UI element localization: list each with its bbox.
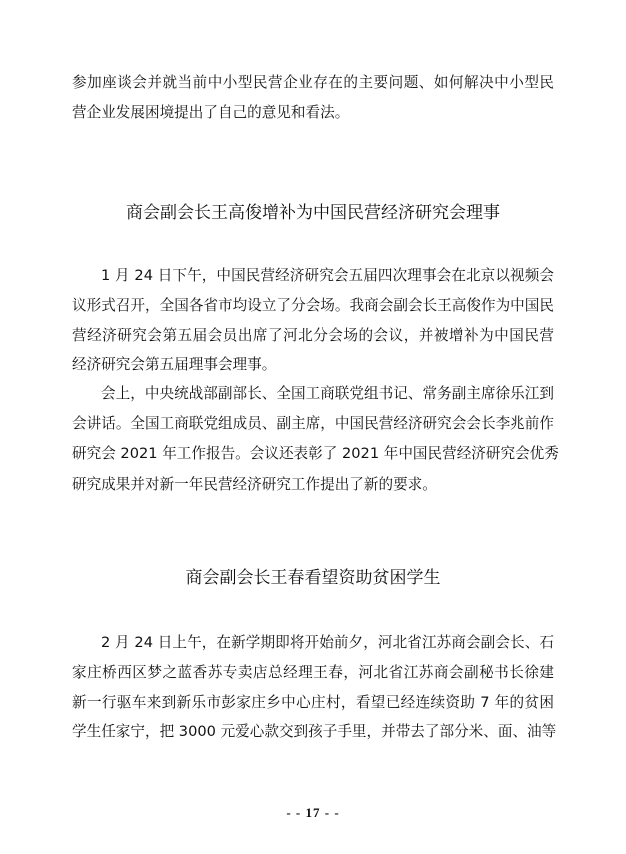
section1-line-4: 经济研究会第五届理事会理事。	[72, 356, 277, 373]
section1-line-7: 研究会 2021 年工作报告。会议还表彰了 2021 年中国民营经济研究会优秀	[72, 445, 559, 462]
section1-line-1: 1 月 24 日下午，中国民营经济研究会五届四次理事会在北京以视频会	[101, 267, 554, 284]
section1-line-2: 议形式召开，全国各省市均设立了分会场。我商会副会长王高俊作为中国民	[72, 297, 554, 314]
section1-line-8: 研究成果并对新一年民营经济研究工作提出了新的要求。	[72, 476, 437, 493]
section1-line-6: 会讲话。全国工商联党组成员、副主席，中国民营经济研究会会长李兆前作	[72, 415, 554, 432]
section2-line-2: 家庄桥西区梦之蓝香苏专卖店总经理王春，河北省江苏商会副秘书长徐建	[72, 664, 554, 681]
section1-line-3: 营经济研究会第五届会员出席了河北分会场的会议，并被增补为中国民营	[72, 327, 554, 344]
section2-line-1: 2 月 24 日上午，在新学期即将开始前夕，河北省江苏商会副会长、石	[101, 634, 554, 651]
intro-line-2: 营企业发展困境提出了自己的意见和看法。	[72, 104, 350, 121]
section2-line-3: 新一行驱车来到新乐市彭家庄乡中心庄村，看望已经连续资助 7 年的贫困	[72, 694, 554, 711]
section2-line-4: 学生任家宁，把 3000 元爱心款交到孩子手里，并带去了部分米、面、油等	[72, 723, 557, 740]
section1-heading: 商会副会长王高俊增补为中国民营经济研究会理事	[126, 203, 500, 223]
intro-line-1: 参加座谈会并就当前中小型民营企业存在的主要问题、如何解决中小型民	[72, 74, 554, 91]
section1-line-5: 会上，中央统战部副部长、全国工商联党组书记、常务副主席徐乐江到	[101, 385, 554, 402]
section2-heading: 商会副会长王春看望资助贫困学生	[185, 568, 441, 588]
page-number: - - 17 - -	[286, 805, 340, 820]
